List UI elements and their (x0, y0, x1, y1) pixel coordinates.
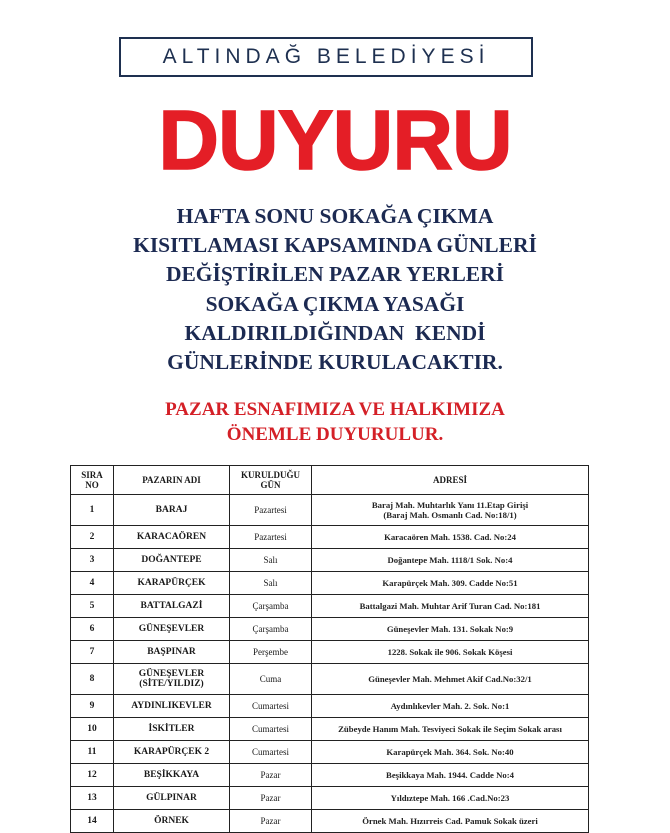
sub-notice-line: ÖNEMLE DUYURULUR. (226, 424, 444, 445)
market-address: Karacaören Mah. 1538. Cad. No:24 (312, 526, 589, 549)
row-number: 2 (71, 526, 114, 549)
market-day: Salı (230, 572, 312, 595)
header-name: PAZARIN ADI (114, 466, 230, 495)
row-number: 10 (71, 718, 114, 741)
market-address: Doğantepe Mah. 1118/1 Sok. No:4 (312, 549, 589, 572)
market-address: Güneşevler Mah. 131. Sokak No:9 (312, 618, 589, 641)
market-day: Pazar (230, 764, 312, 787)
market-name: BAŞPINAR (114, 641, 230, 664)
market-name: AYDINLIKEVLER (114, 695, 230, 718)
market-address (312, 495, 589, 526)
market-day: Cumartesi (230, 695, 312, 718)
row-number: 6 (71, 618, 114, 641)
notice-line: HAFTA SONU SOKAĞA ÇIKMA (176, 204, 494, 228)
table-row (71, 810, 589, 833)
table-row (71, 718, 589, 741)
table-row (71, 741, 589, 764)
row-number: 1 (71, 495, 114, 526)
market-day: Çarşamba (230, 595, 312, 618)
institution-header: ALTINDAĞ BELEDİYESİ (119, 37, 533, 77)
market-name: KARAPÜRÇEK (114, 572, 230, 595)
market-name-line: GÜNEŞEVLER (138, 669, 205, 679)
market-table (70, 465, 589, 833)
market-name: BEŞİKKAYA (114, 764, 230, 787)
market-address: Örnek Mah. Hızırreis Cad. Pamuk Sokak üzeri (312, 810, 589, 833)
market-address: Beşikkaya Mah. 1944. Cadde No:4 (312, 764, 589, 787)
market-day: Pazartesi (230, 526, 312, 549)
table-row (71, 695, 589, 718)
sub-notice-line: PAZAR ESNAFIMIZA VE HALKIMIZA (165, 399, 505, 420)
market-address: Güneşevler Mah. Mehmet Akif Cad.No:32/1 (312, 664, 589, 695)
address-line: (Baraj Mah. Osmanlı Cad. No:18/1) (383, 510, 517, 520)
row-number: 3 (71, 549, 114, 572)
market-day: Cuma (230, 664, 312, 695)
market-name-line: (SİTE/YILDIZ) (139, 679, 204, 689)
table-row (71, 595, 589, 618)
table-header-row (71, 466, 589, 495)
table-row (71, 787, 589, 810)
market-day: Pazar (230, 787, 312, 810)
notice-line: SOKAĞA ÇIKMA YASAĞI (205, 291, 465, 316)
market-day: Salı (230, 549, 312, 572)
market-day: Pazar (230, 810, 312, 833)
sub-notice (60, 397, 610, 447)
table-row (71, 549, 589, 572)
market-name: GÜNEŞEVLER (114, 618, 230, 641)
row-number: 7 (71, 641, 114, 664)
row-number: 4 (71, 572, 114, 595)
row-number: 13 (71, 787, 114, 810)
header-no: SIRA NO (71, 466, 114, 495)
row-number: 12 (71, 764, 114, 787)
notice-line: GÜNLERİNDE KURULACAKTIR. (167, 350, 503, 375)
market-name: ÖRNEK (114, 810, 230, 833)
market-address: 1228. Sokak ile 906. Sokak Köşesi (312, 641, 589, 664)
market-name: DOĞANTEPE (114, 549, 230, 572)
row-number: 8 (71, 664, 114, 695)
table-row (71, 618, 589, 641)
market-day: Cumartesi (230, 741, 312, 764)
market-address: Zübeyde Hanım Mah. Tesviyeci Sokak ile Seçim Sokak arası (312, 718, 589, 741)
market-day: Pazartesi (230, 495, 312, 526)
row-number: 9 (71, 695, 114, 718)
market-day: Çarşamba (230, 618, 312, 641)
row-number: 5 (71, 595, 114, 618)
market-day: Cumartesi (230, 718, 312, 741)
notice-line: KISITLAMASI KAPSAMINDA GÜNLERİ (133, 233, 537, 258)
market-address: Aydınlıkevler Mah. 2. Sok. No:1 (312, 695, 589, 718)
notice-line: KALDIRILDIĞINDAN KENDİ (184, 320, 486, 345)
market-name: KARACAÖREN (114, 526, 230, 549)
address-line: Baraj Mah. Muhtarlık Yanı 11.Etap Girişi (371, 500, 529, 510)
row-number: 14 (71, 810, 114, 833)
market-name: İSKİTLER (114, 718, 230, 741)
table-row (71, 764, 589, 787)
table-row (71, 641, 589, 664)
market-name: BARAJ (114, 495, 230, 526)
notice-text (60, 202, 610, 377)
notice-line: DEĞİŞTİRİLEN PAZAR YERLERİ (165, 262, 505, 287)
market-address: Battalgazi Mah. Muhtar Arif Turan Cad. No:181 (312, 595, 589, 618)
page-title: DUYURU (158, 93, 512, 187)
header-day: KURULDUĞU GÜN (230, 466, 312, 495)
table-row (71, 572, 589, 595)
market-name (114, 664, 230, 695)
market-name: KARAPÜRÇEK 2 (114, 741, 230, 764)
market-address: Karapürçek Mah. 309. Cadde No:51 (312, 572, 589, 595)
row-number: 11 (71, 741, 114, 764)
market-name: GÜLPINAR (114, 787, 230, 810)
table-row (71, 526, 589, 549)
market-address: Karapürçek Mah. 364. Sok. No:40 (312, 741, 589, 764)
market-name: BATTALGAZİ (114, 595, 230, 618)
table-row (71, 664, 589, 695)
header-address: ADRESİ (312, 466, 589, 495)
market-address: Yıldıztepe Mah. 166 .Cad.No:23 (312, 787, 589, 810)
market-day: Perşembe (230, 641, 312, 664)
table-row (71, 495, 589, 526)
